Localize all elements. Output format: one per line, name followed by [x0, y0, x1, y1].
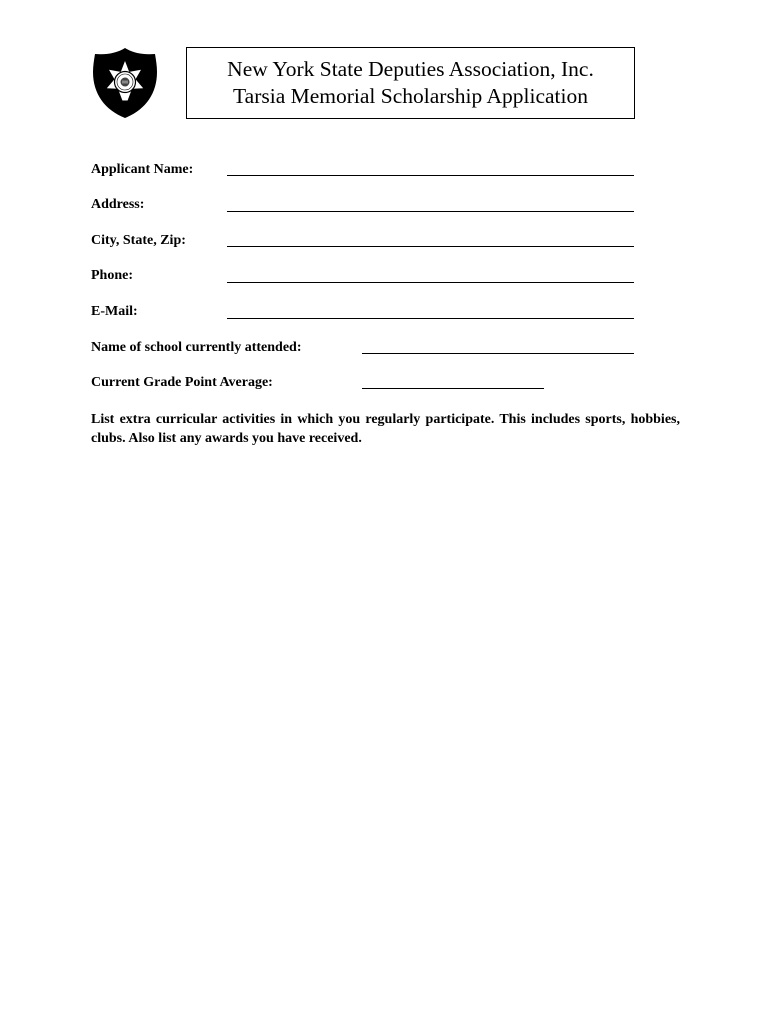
email-line[interactable] [227, 318, 634, 319]
address-label: Address: [91, 197, 145, 212]
applicant-name-line[interactable] [227, 175, 634, 176]
school-name-label: Name of school currently attended: [91, 340, 302, 355]
applicant-name-label: Applicant Name: [91, 162, 194, 177]
phone-line[interactable] [227, 282, 634, 283]
city-state-zip-label: City, State, Zip: [91, 233, 186, 248]
activities-instructions: List extra curricular activities in which you regularly participate. This includes sports, hobbies, clubs. Also list any awards you have received. [91, 412, 680, 446]
gpa-line[interactable] [362, 388, 544, 389]
form-title-box [186, 47, 635, 119]
phone-label: Phone: [91, 268, 133, 283]
sheriff-badge-logo [89, 46, 161, 120]
address-line[interactable] [227, 211, 634, 212]
city-state-zip-line[interactable] [227, 246, 634, 247]
gpa-label: Current Grade Point Average: [91, 375, 273, 390]
email-label: E-Mail: [91, 304, 138, 319]
application-title: Tarsia Memorial Scholarship Application [233, 84, 588, 108]
organization-title: New York State Deputies Association, Inc. [227, 57, 594, 81]
school-name-line[interactable] [362, 353, 634, 354]
